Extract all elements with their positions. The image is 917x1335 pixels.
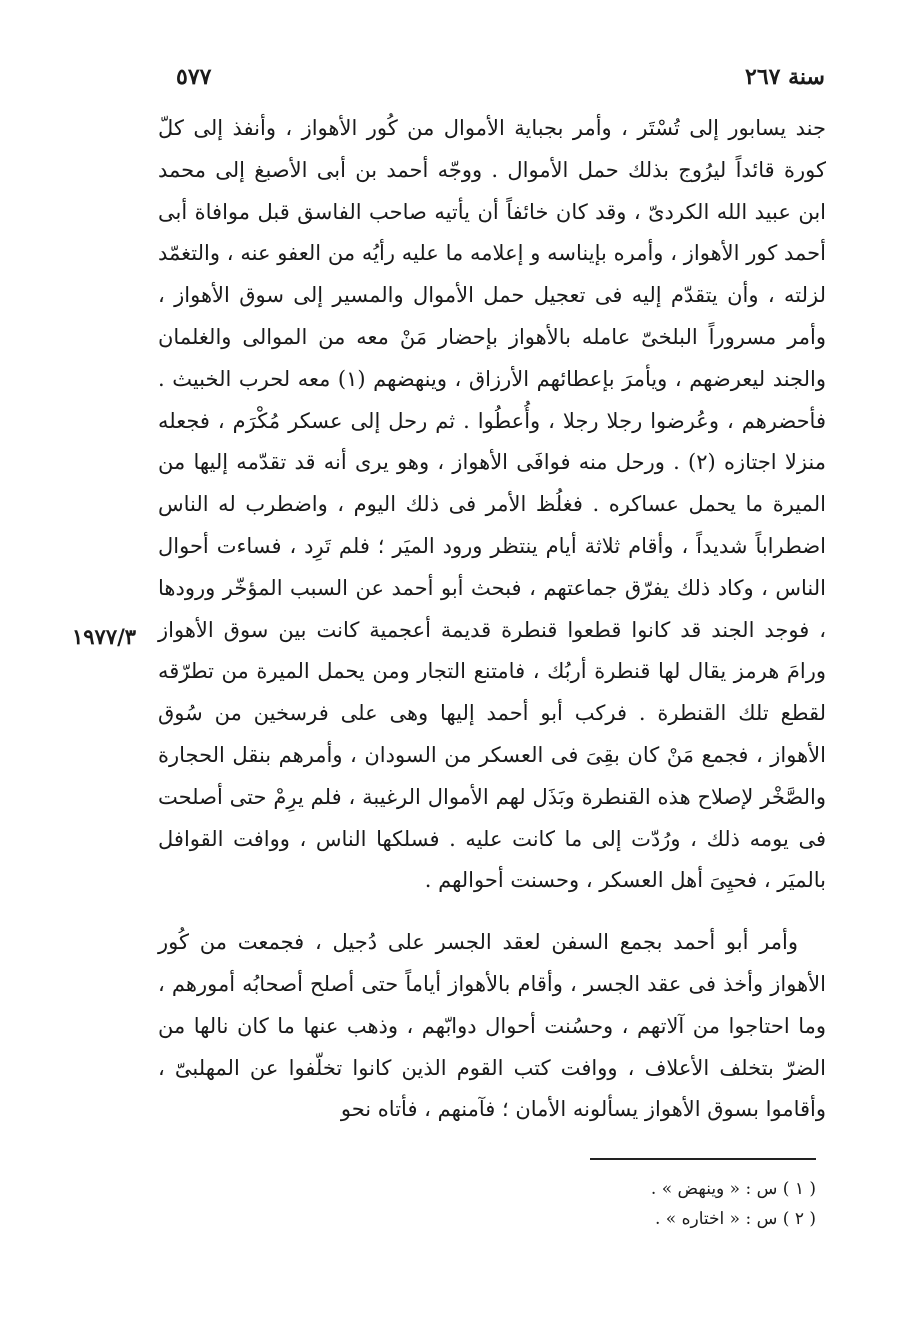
- paragraph-2: وأمر أبو أحمد بجمع السفن لعقد الجسر على دُجيل ، فجمعت من كُور الأهواز وأخذ فى عقد الجسر ، وأقام بالأهواز أياماً حتى أصلح أصحابُه أمورهم ، وما احتاجوا من آلاتهم ، وحسُنت أحوال دوابّهم ، وذهب عنها ما كان نالها من الضرّ بتخلف الأعلاف ، ووافت كتب القوم الذين كانوا تخلّفوا عن المهلبىّ ، وأقاموا بسوق الأهواز يسألونه الأمان ؛ فآمنهم ، فأتاه نحو: [158, 930, 826, 1122]
- footnote-divider: [590, 1158, 816, 1160]
- footnote-1: ( ١ ) س : « وينهض » .: [650, 1179, 816, 1199]
- footnotes: [400, 1174, 816, 1234]
- main-text: [158, 108, 826, 1131]
- margin-reference: ١٩٧٧/٣: [72, 624, 137, 649]
- page-number: ٥٧٧: [176, 64, 212, 90]
- running-header-year: سنة ٢٦٧: [745, 64, 825, 90]
- paragraph-1: جند يسابور إلى تُسْتَر ، وأمر بجباية الأموال من كُور الأهواز ، وأنفذ إلى كلّ كورة قائداً ليرُوج بذلك حمل الأموال . ووجّه أحمد بن أبى الأصبغ إلى محمد ابن عبيد الله الكردىّ ، وقد كان خائفاً أن يأتيه صاحب الفاسق قبل موافاة أبى أحمد كور الأهواز ، وأمره بإيناسه و إعلامه ما عليه رأيُه من العفو عنه ، والتغمّد لزلته ، وأن يتقدّم إليه فى تعجيل حمل الأموال والمسير إلى سوق الأهواز ، وأمر مسروراً البلخىّ عامله بالأهواز بإحضار مَنْ معه من الموالى والغلمان والجند ليعرضهم ، ويأمرَ بإعطائهم الأرزاق ، وينهضهم (١) معه لحرب الخبيث . فأحضرهم ، وعُرضوا رجلا رجلا ، وأُعطُوا . ثم رحل إلى عسكر مُكْرَم ، فجعله منزلا اجتازه (٢) . ورحل منه فوافَى الأهواز ، وهو يرى أنه قد تقدّمه إليها من الميرة ما يحمل عساكره . فغلُظ الأمر فى ذلك اليوم ، واضطرب له الناس اضطراباً شديداً ، وأقام ثلاثة أيام ينتظر ورود الميَر ؛ فلم تَرِد ، فساءت أحوال الناس ، وكاد ذلك يفرّق جماعتهم ، فبحث أبو أحمد عن السبب المؤخّر ورودها ، فوجد الجند قد كانوا قطعوا قنطرة قديمة أعجمية كانت بين سوق الأهواز ورامَ هرمز يقال لها قنطرة أربُك ، فامتنع التجار ومن يحمل الميرة من تطرّقه لقطع تلك القنطرة . فركب أبو أحمد إليها وهى على فرسخين من سُوق الأهواز ، فجمع مَنْ كان بقِىَ فى العسكر من السودان ، وأمرهم بنقل الحجارة والصَّخْر لإصلاح هذه القنطرة وبَذَل لهم الأموال الرغيبة ، فلم يرِمْ حتى أصلحت فى يومه ذلك ، ورُدّت إلى ما كانت عليه . فسلكها الناس ، ووافت القوافل بالميَر ، فحيِىَ أهل العسكر ، وحسنت أحوالهم .: [158, 116, 826, 893]
- footnote-2: ( ٢ ) س : « اختاره » .: [655, 1209, 816, 1229]
